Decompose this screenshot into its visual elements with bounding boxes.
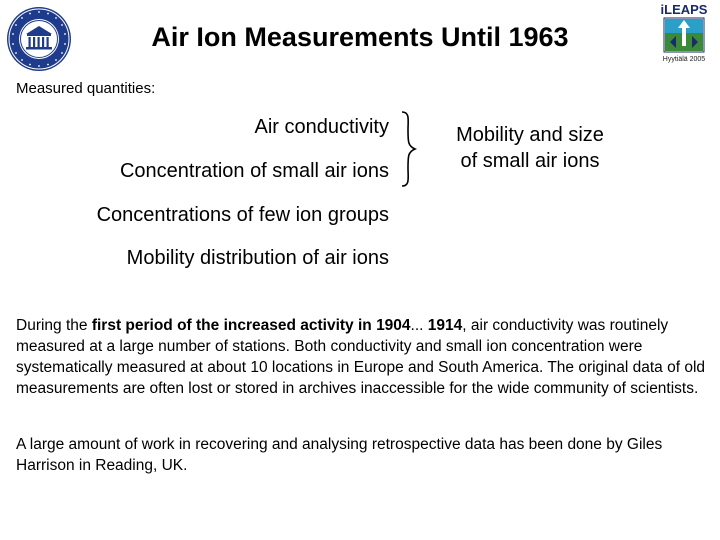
ileaps-logo-name: iLEAPS bbox=[660, 2, 708, 17]
text: During the bbox=[16, 317, 92, 334]
text: ... bbox=[410, 317, 428, 334]
brace-result bbox=[430, 122, 630, 174]
quantity-item: Concentration of small air ions bbox=[119, 160, 389, 182]
brace-result-line: of small air ions bbox=[460, 150, 600, 172]
brace-result-line: Mobility and size bbox=[456, 124, 604, 146]
quantity-item: Mobility distribution of air ions bbox=[126, 247, 389, 269]
ileaps-logo-icon bbox=[652, 2, 716, 68]
text-bold: first period of the increased activity in 1904 bbox=[91, 317, 411, 334]
curly-brace-icon bbox=[398, 110, 420, 188]
text: , air conductivity was routinely measured at a large number of stations. Both conductivity and small ion concentration were systematically measured at about 10 locations in Europe and South America. The original data of old measurements are often lost or stored in archives inaccessible for the wide community of scientists. bbox=[16, 317, 706, 397]
slide-title: Air Ion Measurements Until 1963 bbox=[151, 22, 569, 52]
paragraph-harrison: A large amount of work in recovering and analysing retrospective data has been done by Giles Harrison in Reading, UK. bbox=[16, 436, 663, 474]
quantity-item: Air conductivity bbox=[254, 116, 389, 138]
paragraph-history bbox=[16, 315, 706, 399]
text-bold: 1914 bbox=[427, 317, 463, 334]
ileaps-logo-caption: Hyytiälä 2005 bbox=[662, 56, 706, 63]
measured-quantities-label: Measured quantities: bbox=[16, 80, 156, 97]
quantity-item: Concentrations of few ion groups bbox=[96, 204, 389, 226]
